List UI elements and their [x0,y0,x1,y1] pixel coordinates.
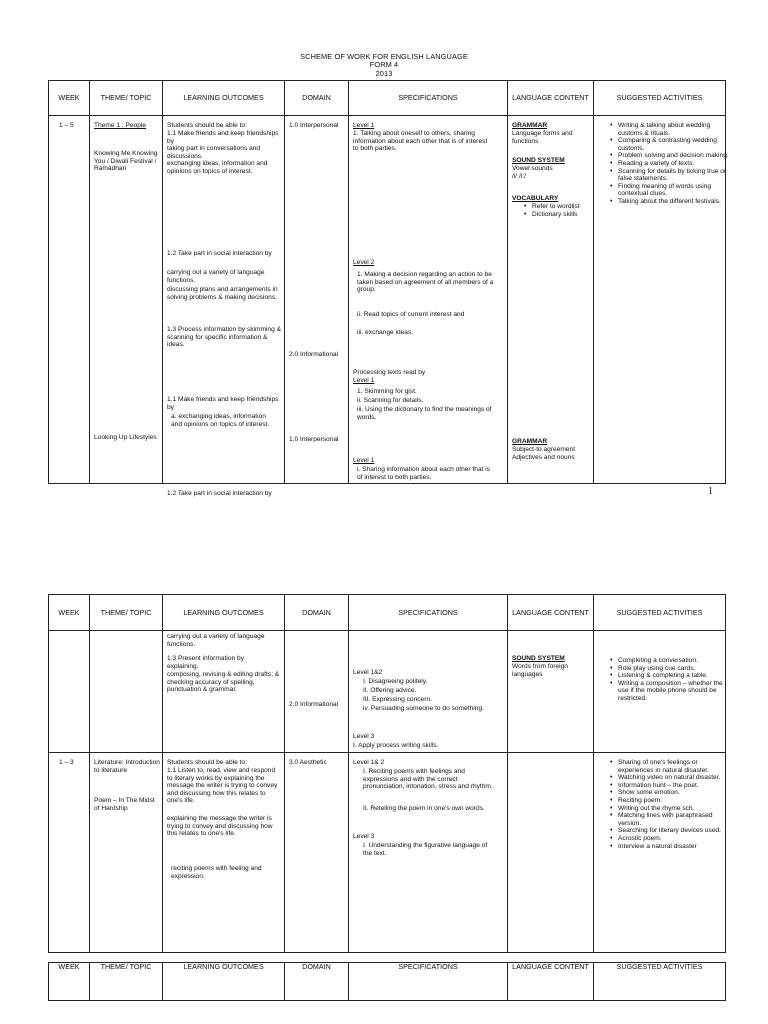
outcome-1-3-a: explaining. [167,663,199,670]
sound-system-heading: SOUND SYSTEM [512,157,565,164]
theme-poem: Poem – In The Midst of Hardship [94,797,155,812]
table-header-row [49,963,726,1001]
outcomes-continued: carrying out a variety of language functions. [167,633,265,648]
spec-level-3-item: I. Apply process writing skills. [353,742,439,749]
list-item: • Completing a conversation. [618,657,732,665]
header-week: WEEK [49,81,90,116]
list-item: • Sharing of one's feelings or experiences in natural disaster. [618,759,732,774]
header-language: LANGUAGE CONTENT [508,595,594,631]
sound-system-text: Words from foreign languages [512,663,568,678]
theme-title: Theme 1 : People [94,122,147,129]
list-item: • Writing out the rhyme sch. [618,805,732,813]
header-activities: SUGGESTED ACTIVITIES [594,963,726,1001]
spec-item-4: iv. Persuading someone to do something. [363,705,484,712]
header-activities: SUGGESTED ACTIVITIES [594,595,726,631]
header-week: WEEK [49,595,90,631]
table-row [49,631,726,753]
spec-item-3: III. Expressing concern. [363,696,432,703]
spec-level-3: Level 3 [353,733,375,740]
week-value: 1 – 5 [59,122,74,129]
header-outcomes: LEARNING OUTCOMES [163,595,285,631]
spec-level-1-2: Level 1& 2 [353,759,385,766]
spec-figurative: I. Understanding the figurative language of the text. [363,842,488,857]
spec-processing: Processing texts read by [353,369,426,376]
vocabulary-list [522,203,602,218]
scheme-table-page-2 [48,594,726,953]
sound-system-text: Vowel sounds [512,165,553,172]
outcome-1-2-b: discussing plans and arrangements in solving problems & making decisions. [167,286,278,301]
spec-level-1: Level 1 [353,122,375,129]
header-domain: DOMAIN [285,81,349,116]
outcomes-intro: Students should be able to: [167,122,247,129]
header-theme: THEME/ TOPIC [90,595,163,631]
list-item: • Reciting poem. [618,797,732,805]
sound-system-symbols: /i/ /i:/ [512,173,526,180]
table-row [49,116,726,484]
spec-level-3: Level 3 [353,833,375,840]
outcome-1-1: 1.1 Make friends and keep friendships by [167,130,279,145]
vocabulary-heading: VOCABULARY [512,195,559,202]
list-item: • Refer to wordlist [532,203,602,211]
domain-3: 1.0 Interpersonal [289,436,339,443]
outcome-1-1-b: exchanging ideas, information and opinions on topics of interest. [167,160,268,175]
outcome-literature-3: reciting poems with feeling and expression. [171,865,262,880]
list-item: • Watching video on natural disaster. [618,774,732,782]
outcome-1-3-present: 1.3 Present information by [167,655,244,662]
header-activities: SUGGESTED ACTIVITIES [594,81,726,116]
list-item: • Dictionary skills [532,211,602,219]
header-specifications: SPECIFICATIONS [349,81,508,116]
activities-list [608,759,732,850]
list-item: • Finding meaning of words using contextual clues. [618,183,732,198]
list-item: • Writing & talking about wedding customs & rituals. [618,122,732,137]
sound-system-heading: SOUND SYSTEM [512,655,565,662]
page-number: 1 [708,486,713,497]
outcome-1-2-repeat: 1.2 Take part in social interaction by [167,490,272,497]
outcome-1-2: 1.2 Take part in social interaction by [167,250,272,257]
list-item: • Listening & completing a table. [618,672,732,680]
spec-level-1-2: Level 1&2 [353,669,383,676]
spec-processing-level: Level 1 [353,377,375,384]
spec-level-2-ii: ii. Read topics of current interest and [357,311,465,318]
theme-literature: Literature: Introduction to literature [94,759,160,774]
list-item: • Scanning for details by ticking true or false statements. [618,168,732,183]
grammar-text: Language forms and functions [512,130,573,145]
header-outcomes: LEARNING OUTCOMES [163,81,285,116]
spec-level-1b-i: i. Sharing information about each other that is of interest to both parties. [357,466,491,481]
list-item: • Show some emotion. [618,789,732,797]
grammar-heading: GRAMMAR [512,122,548,129]
spec-processing-ii: ii. Scanning for details. [357,397,424,404]
list-item: • Information hunt – the poet. [618,782,732,790]
title-line-2: FORM 4 [369,60,399,70]
header-specifications: SPECIFICATIONS [349,595,508,631]
title-line-1: SCHEME OF WORK FOR ENGLISH LANGUAGE [300,52,468,61]
list-item: • Reading a variety of texts. [618,160,732,168]
activities-list [608,122,732,206]
grammar-text-2: Subject-to agreement Adjectives and nouns [512,446,576,461]
spec-level-1-item: 1. Talking about oneself to others, sharing information about each other that is of interest to both parties. [353,130,488,153]
title-line-3: 2013 [375,68,393,78]
outcome-literature-2: explaining the message the writer is trying to convey and discussing how this relates to one's life. [167,815,273,838]
header-theme: THEME/ TOPIC [90,81,163,116]
outcome-1-2-a: carrying out a variety of language functions. [167,269,265,284]
spec-item-1: I. Disagreeing politely. [363,678,428,685]
grammar-heading-2: GRAMMAR [512,438,548,445]
table-header-row [49,595,726,631]
spec-processing-iii: iii. Using the dictionary to find the meanings of words. [357,406,492,421]
spec-level-2-i: 1. Making a decision regarding an action to be taken based on agreement of all members of a group. [357,271,494,294]
list-item: • Role play using cue cards. [618,665,732,673]
domain-2: 2.0 Informational [289,351,339,358]
outcome-1-3-b: composing, revising & editing drafts; & checking accuracy of spelling, punctuation & grammar. [167,671,280,694]
outcomes-intro: Students should be able to: [167,759,247,766]
table-row [49,753,726,953]
list-item: • Matching lines with paraphrased version. [618,812,732,827]
outcome-1-1-a: taking part in conversations and discussions. [167,145,261,160]
header-language: LANGUAGE CONTENT [508,81,594,116]
spec-processing-i: 1. Skimming for gist. [357,388,417,395]
spec-reciting: I. Reciting poems with feelings and expressions and with the correct pronunciation, intonation, stress and rhythm. [363,768,493,791]
spec-level-1b: Level 1 [353,457,375,464]
activities-list [608,657,732,703]
scheme-table-page-3-header [48,962,726,1001]
domain-informational: 2.0 Informational [289,701,339,708]
header-theme: THEME/ TOPIC [90,963,163,1001]
domain-aesthetic: 3.0 Aesthetic [289,759,327,766]
spec-level-2-iii: iii. exchange ideas. [357,329,414,336]
header-language: LANGUAGE CONTENT [508,963,594,1001]
scheme-table-page-1 [48,80,729,497]
spec-item-2: II. Offering advice. [363,687,417,694]
outcome-1-3: 1.3 Process information by skimming & scanning for specific information & ideas. [167,326,281,349]
header-specifications: SPECIFICATIONS [349,963,508,1001]
list-item: • Acrostic poem. [618,835,732,843]
spec-retelling: II. Retelling the poem in one's own words. [363,805,485,812]
header-week: WEEK [49,963,90,1001]
outcome-literature-1: 1.1 Listen to, read, view and respond to literary works by explaining the message the writer is trying to convey and discussing how this relates to one's life. [167,767,278,805]
domain-1: 1.0 Interpersonal [289,122,339,129]
header-domain: DOMAIN [285,595,349,631]
list-item: • Problem solving and decision making. [618,152,732,160]
outcome-1-1-repeat-a: a. exchanging ideas, information and opinions on topics of interest. [171,413,270,428]
list-item: • Interview a natural disaster [618,843,732,851]
list-item: • Searching for literary devices used. [618,827,732,835]
list-item: • Talking about the different festivals. [618,198,732,206]
table-header-row [49,81,726,116]
list-item: • Comparing & contrasting wedding customs. [618,137,732,152]
list-item: • Writing a composition – whether the use if the mobile phone should be restricted. [618,680,732,703]
week-value: 1 – 3 [59,759,74,766]
theme-sub-2: Looking Up Lifestyles [94,434,157,441]
header-outcomes: LEARNING OUTCOMES [163,963,285,1001]
spec-level-2: Level 2 [353,259,375,266]
header-domain: DOMAIN [285,963,349,1001]
document-title [0,53,768,78]
theme-sub-1: Knowing Me Knowing You / Diwali Festival / Ramadhan [94,150,158,173]
outcome-1-1-repeat: 1.1 Make friends and keep friendships by [167,396,279,411]
